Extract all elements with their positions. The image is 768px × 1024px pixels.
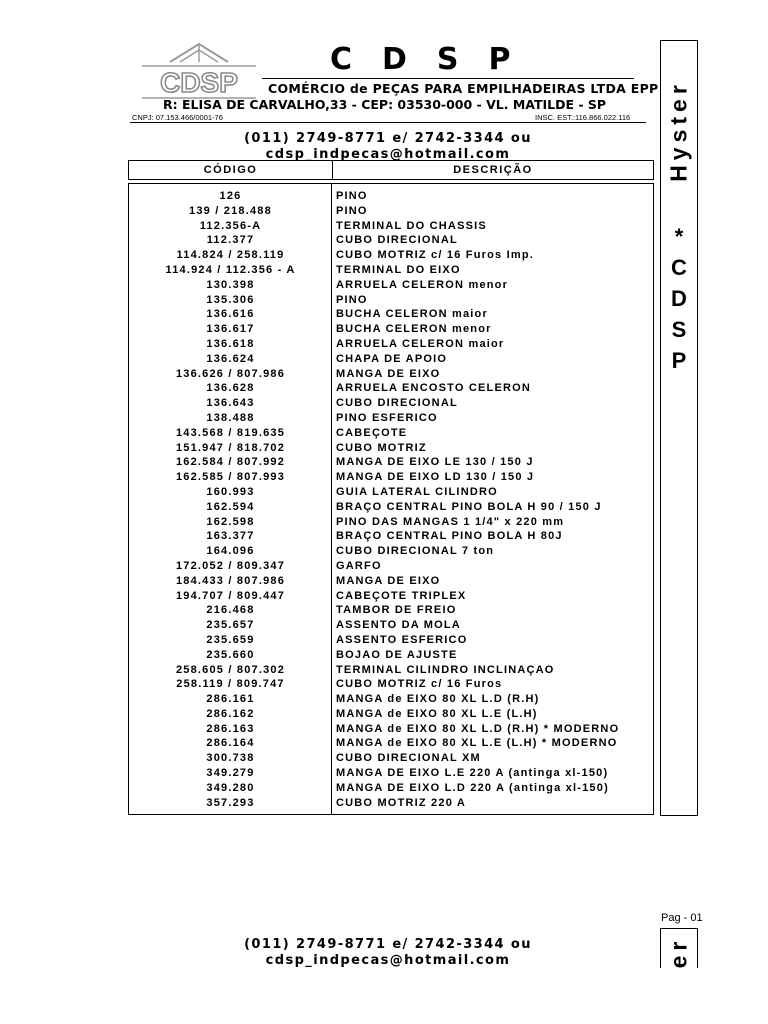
contact-line-bottom: (011) 2749-8771 e/ 2742-3344 ou cdsp_indpecas@hotmail.com (244, 937, 532, 968)
contact-line-top: (011) 2749-8771 e/ 2742-3344 ou cdsp_indpecas@hotmail.com (244, 131, 532, 162)
part-description: CUBO MOTRIZ c/ 16 Furos Imp. (336, 249, 535, 262)
table-row (129, 455, 653, 470)
part-code: 235.659 (206, 633, 255, 646)
part-description: MANGA DE EIXO (336, 367, 441, 380)
table-row (129, 337, 653, 352)
table-row (129, 736, 653, 751)
side-letters (671, 221, 687, 376)
part-description: PINO (336, 293, 368, 306)
company-logo (140, 40, 258, 102)
part-description: MANGA de EIXO 80 XL L.D (R.H) * MODERNO (336, 722, 620, 735)
logo-graphic (140, 40, 258, 102)
part-code: 357.293 (206, 796, 255, 809)
table-header (128, 160, 654, 180)
part-code: 235.660 (206, 648, 255, 661)
part-code: 136.617 (206, 323, 255, 336)
part-description: ARRUELA CELERON menor (336, 278, 509, 291)
part-code: 136.626 / 807.986 (175, 367, 286, 380)
table-row (129, 219, 653, 234)
part-code: 130.398 (206, 278, 255, 291)
table-row (129, 515, 653, 530)
part-description: CUBO DIRECIONAL 7 ton (336, 545, 495, 558)
side-letter: S (671, 317, 687, 342)
part-code: 286.161 (206, 693, 255, 706)
part-code: 162.585 / 807.993 (175, 471, 286, 484)
page-tab (660, 928, 698, 968)
part-description: MANGA de EIXO 80 XL L.E (L.H) (336, 707, 538, 720)
side-brand-text: Hyster (665, 80, 692, 182)
part-description: PINO (336, 204, 368, 217)
table-row (129, 396, 653, 411)
table-row (129, 322, 653, 337)
part-code: 135.306 (206, 293, 255, 306)
table-row (129, 441, 653, 456)
part-code: 162.594 (206, 500, 255, 513)
table-row (129, 204, 653, 219)
part-code: 112.356-A (199, 219, 262, 232)
part-description: BRAÇO CENTRAL PINO BOLA H 90 / 150 J (336, 500, 602, 513)
part-code: 172.052 / 809.347 (175, 559, 286, 572)
table-row (129, 189, 653, 204)
part-code: 143.568 / 819.635 (175, 426, 286, 439)
part-description: TERMINAL DO CHASSIS (336, 219, 487, 232)
part-description: ARRUELA CELERON maior (336, 337, 505, 350)
table-row (129, 618, 653, 633)
part-code: 194.707 / 809.447 (175, 589, 286, 602)
part-description: BRAÇO CENTRAL PINO BOLA H 80J (336, 530, 563, 543)
part-description: CUBO DIRECIONAL (336, 234, 458, 247)
side-band (660, 40, 698, 816)
table-row (129, 559, 653, 574)
part-code: 349.280 (206, 781, 255, 794)
table-row (129, 278, 653, 293)
part-code: 286.162 (206, 707, 255, 720)
table-row (129, 381, 653, 396)
company-subtitle: COMÉRCIO de PEÇAS PARA EMPILHADEIRAS LTDA EPP (268, 81, 659, 96)
part-code: 136.628 (206, 382, 255, 395)
part-code: 136.618 (206, 337, 255, 350)
table-row (129, 633, 653, 648)
side-separator: * (674, 224, 684, 249)
part-description: CHAPA DE APOIO (336, 352, 448, 365)
table-row (129, 677, 653, 692)
part-code: 216.468 (206, 604, 255, 617)
table-row (129, 367, 653, 382)
part-code: 114.924 / 112.356 - A (165, 263, 296, 276)
part-description: TERMINAL CILINDRO INCLINAÇAO (336, 663, 555, 676)
table-row (129, 485, 653, 500)
part-code: 138.488 (206, 411, 255, 424)
side-letter: C (671, 255, 687, 280)
part-description: ARRUELA ENCOSTO CELERON (336, 382, 532, 395)
table-row (129, 426, 653, 441)
part-description: CUBO DIRECIONAL (336, 397, 458, 410)
part-description: MANGA DE EIXO (336, 574, 441, 587)
part-description: CUBO MOTRIZ 220 A (336, 796, 467, 809)
part-description: MANGA de EIXO 80 XL L.D (R.H) (336, 693, 540, 706)
part-code: 136.643 (206, 397, 255, 410)
table-row (129, 248, 653, 263)
table-row (129, 796, 653, 811)
part-description: MANGA DE EIXO L.E 220 A (antinga xl-150) (336, 767, 609, 780)
table-row (129, 470, 653, 485)
part-description: PINO (336, 190, 368, 202)
parts-rows (129, 189, 653, 810)
part-description: MANGA DE EIXO LE 130 / 150 J (336, 456, 534, 469)
part-code: 258.605 / 807.302 (175, 663, 286, 676)
part-description: CABEÇOTE TRIPLEX (336, 589, 467, 602)
part-code: 136.624 (206, 352, 255, 365)
company-address: R: ELISA DE CARVALHO,33 - CEP: 03530-000 - VL. MATILDE - SP (163, 97, 607, 112)
part-code: 235.657 (206, 619, 255, 632)
side-letter: P (671, 348, 687, 373)
part-code: 300.738 (206, 752, 255, 765)
part-description: MANGA de EIXO 80 XL L.E (L.H) * MODERNO (336, 737, 618, 750)
part-description: CUBO MOTRIZ (336, 441, 427, 454)
table-row (129, 352, 653, 367)
table-row (129, 574, 653, 589)
part-code: 114.824 / 258.119 (176, 249, 285, 262)
part-description: CUBO MOTRIZ c/ 16 Furos (336, 678, 503, 691)
table-row (129, 544, 653, 559)
part-description: BOJAO DE AJUSTE (336, 648, 458, 661)
table-row (129, 263, 653, 278)
part-code: 136.616 (206, 308, 255, 321)
table-row (129, 603, 653, 618)
table-row (129, 766, 653, 781)
part-code: 349.279 (206, 767, 255, 780)
part-description: ASSENTO DA MOLA (336, 619, 461, 632)
part-description: BUCHA CELERON menor (336, 323, 492, 336)
part-code: 160.993 (206, 485, 255, 498)
part-code: 126 (219, 190, 242, 202)
part-description: GUIA LATERAL CILINDRO (336, 485, 498, 498)
page-tab-text: er (665, 936, 692, 968)
side-brand (660, 47, 698, 215)
table-row (129, 529, 653, 544)
part-code: 164.096 (206, 545, 255, 558)
part-code: 258.119 / 809.747 (176, 678, 285, 691)
part-description: PINO DAS MANGAS 1 1/4" x 220 mm (336, 515, 565, 528)
table-row (129, 692, 653, 707)
page-number: Pag - 01 (661, 912, 703, 924)
table-row (129, 411, 653, 426)
table-row (129, 589, 653, 604)
address-divider (130, 122, 646, 123)
part-description: CUBO DIRECIONAL XM (336, 752, 481, 765)
part-description: TAMBOR DE FREIO (336, 604, 457, 617)
company-name: CDSP (330, 42, 541, 77)
part-description: MANGA DE EIXO LD 130 / 150 J (336, 471, 535, 484)
part-description: CABEÇOTE (336, 426, 408, 439)
table-row (129, 781, 653, 796)
table-row (129, 233, 653, 248)
part-code: 112.377 (206, 234, 255, 247)
table-row (129, 751, 653, 766)
part-description: PINO ESFERICO (336, 411, 438, 424)
part-code: 162.584 / 807.992 (175, 456, 286, 469)
parts-table (128, 183, 654, 815)
part-description: TERMINAL DO EIXO (336, 263, 461, 276)
part-description: BUCHA CELERON maior (336, 308, 488, 321)
logo-text: CDSP (160, 67, 238, 98)
header-divider (262, 78, 634, 79)
state-registration: INSC. EST.:116.866.022.116 (535, 113, 631, 122)
column-header-code: CÓDIGO (129, 161, 333, 179)
column-header-description: DESCRIÇÃO (453, 164, 533, 176)
part-code: 184.433 / 807.986 (175, 574, 286, 587)
part-code: 286.164 (206, 737, 255, 750)
part-description: GARFO (336, 559, 382, 572)
part-description: MANGA DE EIXO L.D 220 A (antinga xl-150) (336, 781, 609, 794)
table-row (129, 500, 653, 515)
part-code: 163.377 (206, 530, 255, 543)
part-code: 162.598 (206, 515, 255, 528)
table-row (129, 722, 653, 737)
part-code: 139 / 218.488 (189, 204, 272, 217)
part-code: 151.947 / 818.702 (175, 441, 286, 454)
part-description: ASSENTO ESFERICO (336, 633, 468, 646)
table-row (129, 707, 653, 722)
table-row (129, 293, 653, 308)
table-row (129, 648, 653, 663)
cnpj-number: CNPJ: 07.153.466/0001-76 (132, 113, 223, 122)
table-row (129, 663, 653, 678)
table-row (129, 307, 653, 322)
part-code: 286.163 (206, 722, 255, 735)
side-letter: D (671, 286, 687, 311)
